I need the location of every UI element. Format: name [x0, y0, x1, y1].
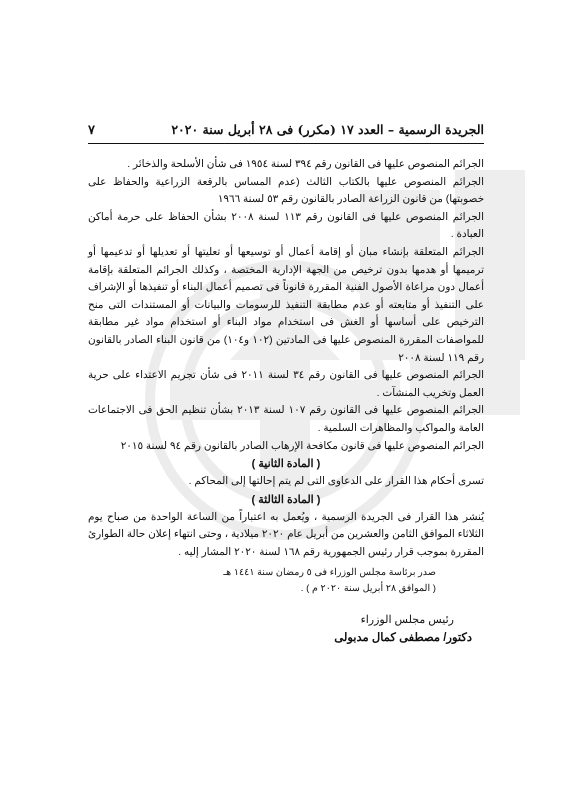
issued-line-1: صدر برئاسة مجلس الوزراء فى ٥ رمضان سنة ١٤٤١ هـ	[223, 567, 436, 579]
header-title: الجريدة الرسمية – العدد ١٧ (مكرر) فى ٢٨ أبريل سنة ٢٠٢٠	[171, 122, 484, 137]
crime-item-terrorism: الجرائم المنصوص عليها فى قانون مكافحة الإرهاب الصادر بالقانون رقم ٩٤ لسنة ٢٠١٥	[120, 440, 484, 452]
article-3-text: يُنشر هذا القرار فى الجريدة الرسمية ، ويُعمل به اعتباراً من الساعة الواحدة من صباح يوم الثلاثاء الموافق الثامن والعشرين من أبريل عام ٢٠٢٠ ميلادية ، وحتى انتهاء إعلان حالة الطوارئ المقررة بموجب قرار رئيس الجمهورية رقم ١٦٨ لسنة ٢٠٢٠ المشار إليه .	[88, 511, 484, 558]
crime-item-agriculture: الجرائم المنصوص عليها بالكتاب الثالث (عدم المساس بالرقعة الزراعية والحفاظ على خصوبتها) من قانون الزراعة الصادر بالقانون رقم ٥٣ لسنة ١٩٦٦	[88, 176, 484, 206]
article-3-heading: ( المادة الثالثة )	[251, 493, 321, 506]
article-2-heading: ( المادة الثانية )	[251, 458, 321, 471]
crime-item-assembly: الجرائم المنصوص عليها فى القانون رقم ١٠٧ لسنة ٢٠١٣ بشأن تنظيم الحق فى الاجتماعات العامة والمواكب والمظاهرات السلمية .	[88, 405, 484, 434]
signature-title: رئيس مجلس الوزراء	[360, 614, 454, 627]
crime-item-work-freedom: الجرائم المنصوص عليها فى القانون رقم ٣٤ لسنة ٢٠١١ فى شأن تجريم الاعتداء على حرية العمل وتخريب المنشآت .	[88, 370, 484, 399]
article-2-text: تسرى أحكام هذا القرار على الدعاوى التى لم يتم إحالتها إلى المحاكم .	[188, 476, 484, 488]
signature-name: دكتور/ مصطفى كمال مدبولى	[334, 632, 472, 645]
crime-item-worship: الجرائم المنصوص عليها فى القانون رقم ١١٣ لسنة ٢٠٠٨ بشأن الحفاظ على حرمة أماكن العبادة .	[88, 211, 484, 241]
page-number: ٧	[88, 123, 95, 138]
issued-line-2: ( الموافق ٢٨ أبريل سنة ٢٠٢٠ م ) .	[300, 583, 436, 595]
signature-block	[88, 611, 484, 647]
crime-item-weapons: الجرائم المنصوص عليها فى القانون رقم ٣٩٤ لسنة ١٩٥٤ فى شأن الأسلحة والذخائر .	[127, 159, 484, 170]
gazette-header	[88, 122, 484, 144]
document-content	[88, 122, 484, 647]
crime-item-building: الجرائم المتعلقة بإنشاء مبان أو إقامة أعمال أو توسيعها أو تعليتها أو تعديلها أو تدعيمها أو ترميمها أو هدمها بدون ترخيص من الجهة الإدارية المختصة ، وكذلك الجرائم المتعلقة بإقامة أعمال دون مراعاة الأصول الفنية المقررة قانوناً فى تصميم أعمال البناء أو تنفيذها أو الإشراف على التنفيذ أو متابعته أو عدم مطابقة التنفيذ للرسومات والبيانات أو المستندات التى منح الترخيص على أساسها أو الغش فى استخدام مواد البناء أو استخدام مواد غير مطابقة للمواصفات المقررة المنصوص عليها فى المادتين (١٠٢ و١٠٤) من قانون البناء الصادر بالقانون رقم ١١٩ لسنة ٢٠٠٨	[88, 246, 484, 364]
